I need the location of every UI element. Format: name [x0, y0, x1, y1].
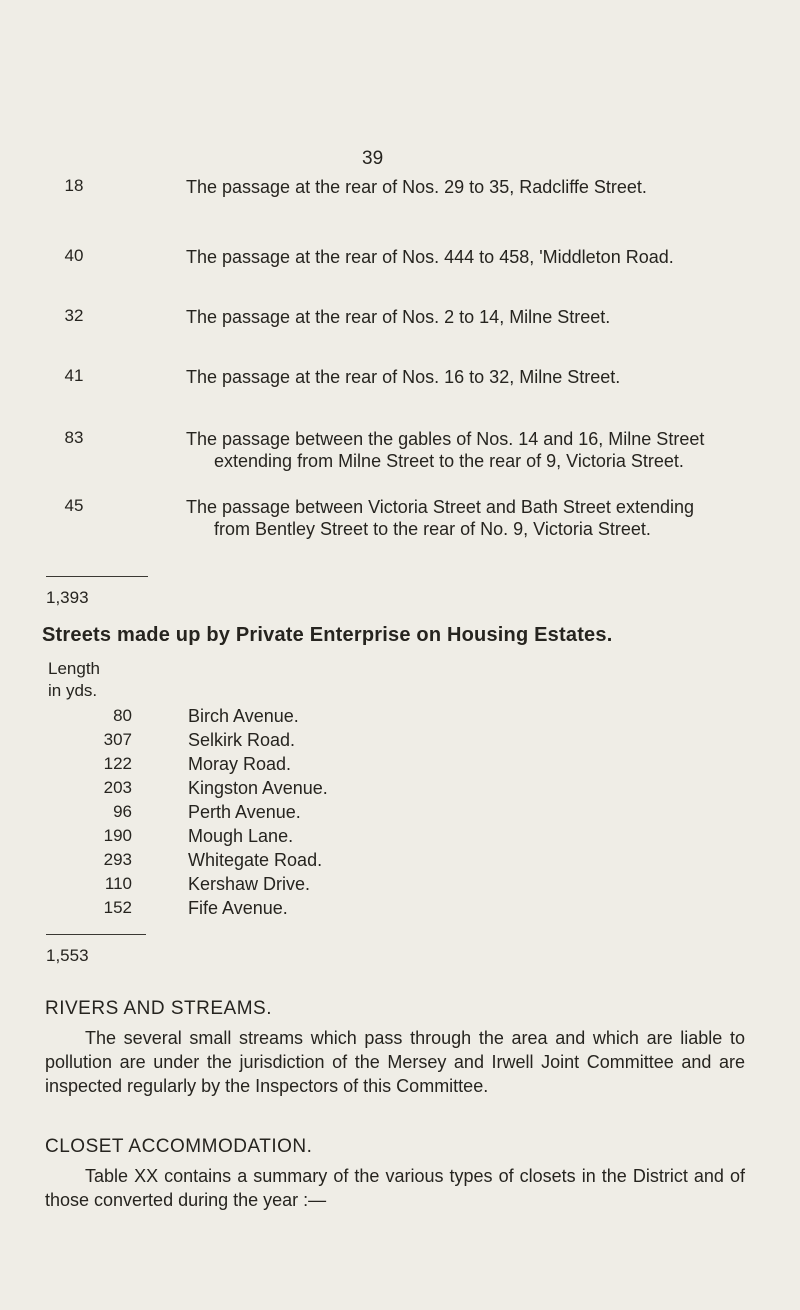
street-description: The passage at the rear of Nos. 2 to 14, Milne Street. [186, 307, 611, 327]
street-length: 40 [64, 246, 84, 265]
street-description: The passage between Victoria Street and Bath Street extending from Bentley Street to the rear of No. 9, Victoria Street. [186, 497, 694, 539]
street-length: 122 [103, 754, 132, 773]
street-name: Moray Road. [188, 754, 292, 774]
column-header [48, 658, 100, 702]
street-length: 293 [103, 850, 132, 869]
street-length: 152 [103, 898, 132, 917]
street-length: 190 [103, 826, 132, 845]
street-length: 96 [113, 802, 132, 821]
rivers-heading: RIVERS AND STREAMS. [45, 998, 272, 1019]
street-length: 80 [113, 706, 132, 725]
street-length: 307 [103, 730, 132, 749]
column-header-line: in yds. [48, 681, 98, 700]
street-name: Kershaw Drive. [188, 874, 311, 894]
closet-heading: CLOSET ACCOMMODATION. [45, 1136, 313, 1157]
rivers-paragraph: The several small streams which pass through the area and which are liable to pollution are under the jurisdiction of the Mersey and Irwell Joint Committee and are inspected regularly by the Inspectors of this Committee. [45, 1028, 745, 1096]
total-rule [46, 934, 146, 935]
street-length: 18 [64, 176, 84, 195]
street-description: The passage at the rear of Nos. 29 to 35, Radcliffe Street. [186, 177, 647, 197]
street-length: 41 [64, 366, 84, 385]
street-description: The passage between the gables of Nos. 14 and 16, Milne Street extending from Milne Street to the rear of 9, Victoria Street. [186, 429, 705, 471]
street-length: 110 [104, 874, 132, 893]
column-header-line: Length [48, 659, 100, 678]
street-description: The passage at the rear of Nos. 444 to 458, 'Middleton Road. [186, 247, 674, 267]
section-heading: Streets made up by Private Enterprise on Housing Estates. [42, 624, 613, 646]
street-length: 32 [64, 306, 84, 325]
street-length: 203 [103, 778, 132, 797]
street-description: The passage at the rear of Nos. 16 to 32, Milne Street. [186, 367, 621, 387]
street-name: Whitegate Road. [188, 850, 323, 870]
street-name: Mough Lane. [188, 826, 294, 846]
street-name: Fife Avenue. [188, 898, 288, 918]
street-name: Selkirk Road. [188, 730, 296, 750]
total-length: 1,393 [46, 588, 89, 607]
street-name: Perth Avenue. [188, 802, 301, 822]
total-rule [46, 576, 148, 577]
street-length: 83 [64, 428, 84, 447]
street-name: Birch Avenue. [188, 706, 299, 726]
total-length: 1,553 [46, 946, 89, 965]
street-name: Kingston Avenue. [188, 778, 328, 798]
closet-paragraph: Table XX contains a summary of the various types of closets in the District and of those converted during the year :— [45, 1166, 745, 1210]
street-length: 45 [64, 496, 84, 515]
page-number: 39 [362, 148, 384, 169]
